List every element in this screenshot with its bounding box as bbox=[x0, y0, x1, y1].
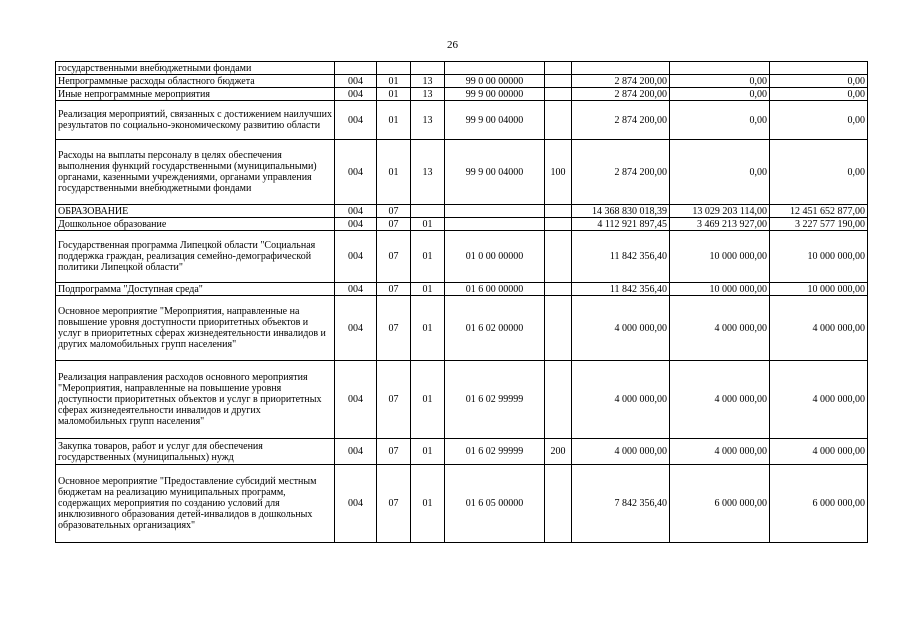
row-amount-year2-cell: 0,00 bbox=[670, 88, 770, 101]
row-section-cell: 07 bbox=[377, 283, 411, 296]
row-target-article-cell: 99 9 00 04000 bbox=[445, 101, 545, 140]
row-ved-cell: 004 bbox=[335, 101, 377, 140]
table-row bbox=[56, 205, 868, 218]
page-number: 26 bbox=[447, 39, 458, 51]
row-target-article-cell: 01 6 05 00000 bbox=[445, 465, 545, 543]
row-name-cell: Реализация направления расходов основного мероприятия "Мероприятия, направленные на повышение уровня доступности приоритетных объектов и услуг в приоритетных сферах жизнедеятельности инвалидов и других маломобильных групп населения" bbox=[56, 361, 335, 439]
row-expense-type-cell bbox=[545, 101, 572, 140]
row-expense-type-cell bbox=[545, 296, 572, 361]
row-name-cell: Дошкольное образование bbox=[56, 218, 335, 231]
row-subsection-cell: 01 bbox=[411, 283, 445, 296]
row-expense-type-cell bbox=[545, 231, 572, 283]
row-section-cell: 01 bbox=[377, 75, 411, 88]
table-row bbox=[56, 361, 868, 439]
row-section-cell bbox=[377, 62, 411, 75]
row-amount-year1-cell: 4 000 000,00 bbox=[572, 439, 670, 465]
row-section-cell: 07 bbox=[377, 218, 411, 231]
row-name-cell: Основное мероприятие "Предоставление субсидий местным бюджетам на реализацию муниципальных программ, содержащих мероприятия по созданию условий для инклюзивного образования детей-инвалидов в дошкольных образовательных организациях" bbox=[56, 465, 335, 543]
row-amount-year3-cell: 10 000 000,00 bbox=[770, 231, 868, 283]
row-section-cell: 07 bbox=[377, 439, 411, 465]
row-amount-year3-cell: 0,00 bbox=[770, 140, 868, 205]
row-ved-cell: 004 bbox=[335, 75, 377, 88]
row-ved-cell: 004 bbox=[335, 218, 377, 231]
table-row bbox=[56, 101, 868, 140]
row-amount-year1-cell: 2 874 200,00 bbox=[572, 140, 670, 205]
row-target-article-cell: 01 6 02 99999 bbox=[445, 439, 545, 465]
row-amount-year2-cell: 0,00 bbox=[670, 101, 770, 140]
row-section-cell: 01 bbox=[377, 101, 411, 140]
row-target-article-cell: 99 9 00 04000 bbox=[445, 140, 545, 205]
row-name-cell: Основное мероприятие "Мероприятия, направленные на повышение уровня доступности приоритетных объектов и услуг в приоритетных сферах жизнедеятельности инвалидов и других маломобильных групп населения" bbox=[56, 296, 335, 361]
row-amount-year3-cell: 0,00 bbox=[770, 88, 868, 101]
budget-table bbox=[55, 61, 868, 543]
row-name-cell: Расходы на выплаты персоналу в целях обеспечения выполнения функций государственными (муниципальными) органами, казенными учреждениями, органами управления государственными внебюджетными фондами bbox=[56, 140, 335, 205]
row-amount-year1-cell: 2 874 200,00 bbox=[572, 101, 670, 140]
row-subsection-cell bbox=[411, 205, 445, 218]
row-amount-year2-cell: 0,00 bbox=[670, 140, 770, 205]
table-row bbox=[56, 465, 868, 543]
row-target-article-cell: 99 0 00 00000 bbox=[445, 75, 545, 88]
table-row bbox=[56, 75, 868, 88]
row-name-cell: Иные непрограммные мероприятия bbox=[56, 88, 335, 101]
row-ved-cell: 004 bbox=[335, 231, 377, 283]
row-name-cell: ОБРАЗОВАНИЕ bbox=[56, 205, 335, 218]
row-section-cell: 07 bbox=[377, 361, 411, 439]
table-row bbox=[56, 88, 868, 101]
row-amount-year1-cell: 11 842 356,40 bbox=[572, 283, 670, 296]
row-target-article-cell bbox=[445, 218, 545, 231]
row-expense-type-cell bbox=[545, 218, 572, 231]
table-row bbox=[56, 283, 868, 296]
row-subsection-cell: 13 bbox=[411, 75, 445, 88]
row-expense-type-cell: 100 bbox=[545, 140, 572, 205]
row-amount-year1-cell: 7 842 356,40 bbox=[572, 465, 670, 543]
row-amount-year1-cell: 11 842 356,40 bbox=[572, 231, 670, 283]
row-amount-year2-cell: 13 029 203 114,00 bbox=[670, 205, 770, 218]
row-subsection-cell: 01 bbox=[411, 465, 445, 543]
table-row bbox=[56, 231, 868, 283]
row-amount-year1-cell: 2 874 200,00 bbox=[572, 88, 670, 101]
row-amount-year3-cell: 10 000 000,00 bbox=[770, 283, 868, 296]
row-subsection-cell: 13 bbox=[411, 88, 445, 101]
table-row bbox=[56, 62, 868, 75]
row-target-article-cell: 99 9 00 00000 bbox=[445, 88, 545, 101]
row-amount-year3-cell bbox=[770, 62, 868, 75]
row-expense-type-cell bbox=[545, 88, 572, 101]
row-ved-cell: 004 bbox=[335, 88, 377, 101]
row-ved-cell: 004 bbox=[335, 361, 377, 439]
row-amount-year1-cell: 2 874 200,00 bbox=[572, 75, 670, 88]
row-amount-year3-cell: 4 000 000,00 bbox=[770, 296, 868, 361]
row-target-article-cell bbox=[445, 62, 545, 75]
row-section-cell: 01 bbox=[377, 88, 411, 101]
row-section-cell: 07 bbox=[377, 205, 411, 218]
row-subsection-cell: 01 bbox=[411, 231, 445, 283]
row-amount-year3-cell: 0,00 bbox=[770, 75, 868, 88]
row-amount-year2-cell: 6 000 000,00 bbox=[670, 465, 770, 543]
row-name-cell: Подпрограмма "Доступная среда" bbox=[56, 283, 335, 296]
row-expense-type-cell: 200 bbox=[545, 439, 572, 465]
table-row bbox=[56, 140, 868, 205]
row-subsection-cell: 01 bbox=[411, 439, 445, 465]
table-row bbox=[56, 296, 868, 361]
row-amount-year3-cell: 3 227 577 190,00 bbox=[770, 218, 868, 231]
row-amount-year2-cell: 4 000 000,00 bbox=[670, 296, 770, 361]
row-amount-year1-cell: 14 368 830 018,39 bbox=[572, 205, 670, 218]
row-target-article-cell: 01 6 00 00000 bbox=[445, 283, 545, 296]
row-subsection-cell: 13 bbox=[411, 140, 445, 205]
row-section-cell: 07 bbox=[377, 465, 411, 543]
row-target-article-cell: 01 6 02 00000 bbox=[445, 296, 545, 361]
row-section-cell: 07 bbox=[377, 231, 411, 283]
row-amount-year3-cell: 6 000 000,00 bbox=[770, 465, 868, 543]
row-name-cell: государственными внебюджетными фондами bbox=[56, 62, 335, 75]
row-amount-year2-cell: 0,00 bbox=[670, 75, 770, 88]
table-row bbox=[56, 439, 868, 465]
row-amount-year1-cell bbox=[572, 62, 670, 75]
row-subsection-cell: 13 bbox=[411, 101, 445, 140]
row-subsection-cell: 01 bbox=[411, 218, 445, 231]
row-amount-year2-cell: 10 000 000,00 bbox=[670, 283, 770, 296]
row-name-cell: Реализация мероприятий, связанных с достижением наилучших результатов по социально-экономическому развитию области bbox=[56, 101, 335, 140]
row-ved-cell: 004 bbox=[335, 205, 377, 218]
row-ved-cell bbox=[335, 62, 377, 75]
row-amount-year2-cell: 3 469 213 927,00 bbox=[670, 218, 770, 231]
row-amount-year1-cell: 4 112 921 897,45 bbox=[572, 218, 670, 231]
row-amount-year1-cell: 4 000 000,00 bbox=[572, 361, 670, 439]
row-section-cell: 07 bbox=[377, 296, 411, 361]
row-amount-year2-cell bbox=[670, 62, 770, 75]
row-expense-type-cell bbox=[545, 75, 572, 88]
row-name-cell: Государственная программа Липецкой области "Социальная поддержка граждан, реализация семейно-демографической политики Липецкой области" bbox=[56, 231, 335, 283]
row-ved-cell: 004 bbox=[335, 140, 377, 205]
row-target-article-cell bbox=[445, 205, 545, 218]
row-name-cell: Закупка товаров, работ и услуг для обеспечения государственных (муниципальных) нужд bbox=[56, 439, 335, 465]
row-target-article-cell: 01 6 02 99999 bbox=[445, 361, 545, 439]
row-subsection-cell: 01 bbox=[411, 296, 445, 361]
row-expense-type-cell bbox=[545, 465, 572, 543]
row-subsection-cell bbox=[411, 62, 445, 75]
row-amount-year1-cell: 4 000 000,00 bbox=[572, 296, 670, 361]
row-amount-year2-cell: 4 000 000,00 bbox=[670, 439, 770, 465]
row-section-cell: 01 bbox=[377, 140, 411, 205]
row-amount-year3-cell: 0,00 bbox=[770, 101, 868, 140]
row-name-cell: Непрограммные расходы областного бюджета bbox=[56, 75, 335, 88]
row-amount-year3-cell: 4 000 000,00 bbox=[770, 361, 868, 439]
row-ved-cell: 004 bbox=[335, 465, 377, 543]
row-amount-year3-cell: 12 451 652 877,00 bbox=[770, 205, 868, 218]
row-ved-cell: 004 bbox=[335, 296, 377, 361]
row-ved-cell: 004 bbox=[335, 283, 377, 296]
row-amount-year3-cell: 4 000 000,00 bbox=[770, 439, 868, 465]
row-amount-year2-cell: 10 000 000,00 bbox=[670, 231, 770, 283]
row-subsection-cell: 01 bbox=[411, 361, 445, 439]
row-expense-type-cell bbox=[545, 205, 572, 218]
row-ved-cell: 004 bbox=[335, 439, 377, 465]
row-expense-type-cell bbox=[545, 361, 572, 439]
row-amount-year2-cell: 4 000 000,00 bbox=[670, 361, 770, 439]
row-target-article-cell: 01 0 00 00000 bbox=[445, 231, 545, 283]
row-expense-type-cell bbox=[545, 62, 572, 75]
row-expense-type-cell bbox=[545, 283, 572, 296]
table-row bbox=[56, 218, 868, 231]
